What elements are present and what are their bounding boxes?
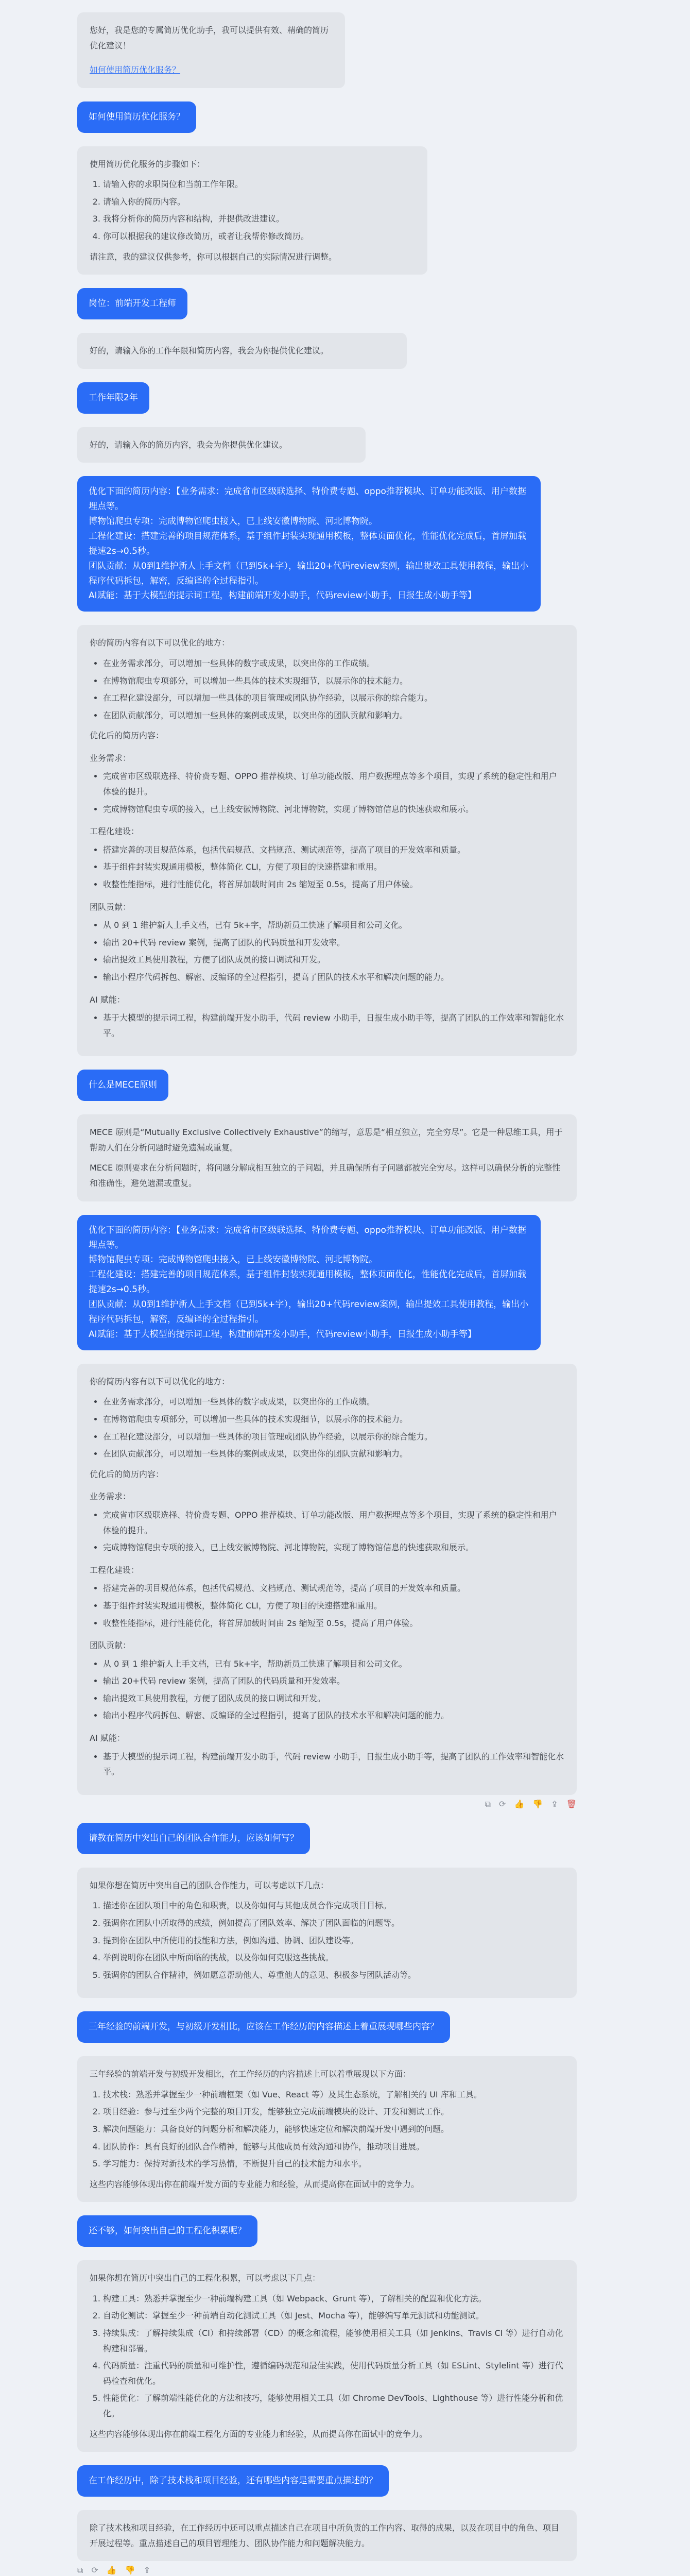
list-item: 2. 项目经验：参与过至少两个完整的项目开发，能够独立完成前端模块的设计、开发和测试工作。 (103, 2104, 564, 2120)
reply-text: 好的，请输入你的工作年限和简历内容，我会为你提供优化建议。 (90, 346, 329, 356)
points-list (90, 1394, 564, 1461)
user-message (77, 1070, 644, 1101)
user-message (77, 382, 644, 414)
reply-text: 使用简历优化服务的步骤如下： (90, 159, 205, 169)
user-message (77, 2465, 644, 2497)
list-item: • 输出小程序代码拆包、解密、反编译的全过程指引，提高了团队的技术水平和解决问题的能力。 (103, 970, 564, 985)
reply-text: 请注意，我的建议仅供参考，你可以根据自己的实际情况进行调整。 (90, 251, 337, 262)
list-item: • 输出 20+代码 review 案例，提高了团队的代码质量和开发效率。 (103, 935, 564, 951)
user-bubble: 在工作经历中，除了技术栈和项目经验，还有哪些内容是需要重点描述的？ (77, 2465, 389, 2497)
section-list (90, 1656, 564, 1723)
thumbs-down-icon[interactable]: 👎 (125, 2565, 135, 2575)
section-list (90, 769, 564, 817)
list-item: • 搭建完善的项目规范体系，包括代码规范、文档规范、测试规范等，提高了项目的开发效率和质量。 (103, 842, 564, 858)
section-heading: 业务需求： (90, 1492, 131, 1502)
user-bubble-resume: 优化下面的简历内容：【业务需求：完成省市区级联选择、特价费专题、oppo推荐模块、订单功能改版、用户数据埋点等。 博物馆爬虫专项：完成博物馆爬虫接入，已上线安徽博物院、河北博物院。 工程化建设：搭建完善的项目规范体系，基于组件封装实现通用模板，整体页面优化，性能优化完成后，首屏加载提速2s→0.5秒。 团队贡献：从0到1维护新人上手文档（已到5k+字），输出20+代码review案例，输出提效工具使用教程，输出小程序代码拆包，解密，反编译的全过程指引。 AI赋能：基于大模型的提示词工程，构建前端开发小助手，代码review小助手，日报生成小助手等】 (77, 476, 541, 612)
section-heading: 业务需求： (90, 753, 131, 763)
section-list (90, 1581, 564, 1631)
thumbs-up-icon[interactable]: 👍 (514, 1799, 525, 1809)
list-item: 2. 自动化测试：掌握至少一种前端自动化测试工具（如 Jest、Mocha 等），能够编写单元测试和功能测试。 (103, 2308, 564, 2324)
user-message (77, 476, 644, 612)
reply-text: 好的，请输入你的简历内容，我会为你提供优化建议。 (90, 439, 288, 450)
user-message (77, 1823, 644, 1854)
list-item: • 基于组件封装实现通用模板，整体简化 CLI，方便了项目的快速搭建和重用。 (103, 1598, 564, 1614)
list-item: 1. 技术栈：熟悉并掌握至少一种前端框架（如 Vue、React 等）及其生态系统，了解相关的 UI 库和工具。 (103, 2087, 564, 2103)
reply-text: 如果你想在简历中突出自己的团队合作能力，可以考虑以下几点： (90, 1880, 329, 1890)
list-item: • 在工程化建设部分，可以增加一些具体的项目管理或团队协作经验，以展示你的综合能力。 (103, 1429, 564, 1445)
message-actions (77, 2565, 577, 2575)
list-item: • 输出 20+代码 review 案例，提高了团队的代码质量和开发效率。 (103, 1673, 564, 1689)
reply-text: MECE 原则是“Mutually Exclusive Collectively Exhaustive”的缩写，意思是“相互独立，完全穷尽”。它是一种思维工具，用于帮助人们在分析问题时避免遗漏或重复。 (90, 1127, 563, 1153)
user-bubble-resume: 优化下面的简历内容：【业务需求：完成省市区级联选择、特价费专题、oppo推荐模块、订单功能改版、用户数据埋点等。 博物馆爬虫专项：完成博物馆爬虫接入，已上线安徽博物院、河北博物院。 工程化建设：搭建完善的项目规范体系，基于组件封装实现通用模板，整体页面优化，性能优化完成后，首屏加载提速2s→0.5秒。 团队贡献：从0到1维护新人上手文档（已到5k+字），输出20+代码review案例，输出提效工具使用教程，输出小程序代码拆包，解密，反编译的全过程指引。 AI赋能：基于大模型的提示词工程，构建前端开发小助手，代码review小助手，日报生成小助手等】 (77, 1215, 541, 1350)
list-item: • 在工程化建设部分，可以增加一些具体的项目管理或团队协作经验，以展示你的综合能力。 (103, 690, 564, 706)
section-list (90, 1507, 564, 1555)
assistant-message (77, 2510, 644, 2575)
reply-text: 你的简历内容有以下可以优化的地方： (90, 1376, 230, 1386)
reply-text: 除了技术栈和项目经验，在工作经历中还可以重点描述自己在项目中所负责的工作内容、取得的成果，以及在项目中的角色、项目开展过程等。重点描述自己的项目管理能力、团队协作能力和问题解决能力。 (90, 2523, 560, 2548)
section-heading: 工程化建设： (90, 826, 140, 837)
section-heading: 团队贡献： (90, 1640, 131, 1651)
points-list (90, 656, 564, 723)
copy-icon[interactable]: ⧉ (77, 2565, 83, 2575)
assistant-message (77, 2260, 644, 2452)
list-item: • 基于大模型的提示词工程，构建前端开发小助手，代码 review 小助手，日报生成小助手等，提高了团队的工作效率和智能化水平。 (103, 1010, 564, 1041)
points-list (90, 2291, 564, 2421)
list-item: 1. 请输入你的求职岗位和当前工作年限。 (103, 177, 415, 192)
reply-text: 如果你想在简历中突出自己的工程化积累，可以考虑以下几点： (90, 2273, 321, 2283)
list-item: • 在团队贡献部分，可以增加一些具体的案例或成果，以突出你的团队贡献和影响力。 (103, 708, 564, 723)
list-item: • 在博物馆爬虫专项部分，可以增加一些具体的技术实现细节，以展示你的技术能力。 (103, 673, 564, 689)
user-message (77, 101, 644, 133)
list-item: 2. 请输入你的简历内容。 (103, 194, 415, 210)
list-item: 3. 解决问题能力：具备良好的问题分析和解决能力，能够快速定位和解决前端开发中遇到的问题。 (103, 2122, 564, 2137)
list-item: • 在团队贡献部分，可以增加一些具体的案例或成果，以突出你的团队贡献和影响力。 (103, 1446, 564, 1462)
list-item: 4. 你可以根据我的建议修改简历，或者让我帮你修改简历。 (103, 229, 415, 244)
delete-icon[interactable]: 🗑 (566, 1799, 577, 1809)
assistant-message (77, 1114, 644, 1201)
points-list (90, 2087, 564, 2172)
list-item: 5. 性能优化：了解前端性能优化的方法和技巧，能够使用相关工具（如 Chrome DevTools、Lighthouse 等）进行性能分析和优化。 (103, 2391, 564, 2421)
section-list (90, 842, 564, 892)
user-bubble: 请教在简历中突出自己的团队合作能力，应该如何写？ (77, 1823, 310, 1854)
list-item: • 收整性能指标，进行性能优化，将首屏加载时间由 2s 缩短至 0.5s，提高了用户体验。 (103, 1616, 564, 1631)
refresh-icon[interactable]: ⟳ (91, 2565, 98, 2575)
list-item: 5. 强调你的团队合作精神，例如愿意帮助他人、尊重他人的意见、积极参与团队活动等。 (103, 1968, 564, 1983)
how-to-use-link[interactable]: 如何使用简历优化服务？ (90, 65, 181, 75)
section-list (90, 1749, 564, 1780)
user-message (77, 2215, 644, 2247)
list-item: • 输出提效工具使用教程，方便了团队成员的接口调试和开发。 (103, 952, 564, 968)
assistant-message (77, 146, 644, 275)
list-item: • 基于大模型的提示词工程，构建前端开发小助手，代码 review 小助手，日报生成小助手等，提高了团队的工作效率和智能化水平。 (103, 1749, 564, 1780)
assistant-message (77, 12, 644, 88)
section-heading: 团队贡献： (90, 902, 131, 912)
section-list (90, 1010, 564, 1041)
user-bubble: 还不够，如何突出自己的工程化积累呢？ (77, 2215, 257, 2247)
reply-text: 这些内容能够体现出你在前端工程化方面的专业能力和经验，从而提高你在面试中的竞争力。 (90, 2429, 428, 2439)
section-heading: AI 赋能： (90, 1733, 125, 1743)
list-item: • 完成省市区级联选择、特价费专题、OPPO 推荐模块、订单功能改版、用户数据埋点等多个项目，实现了系统的稳定性和用户体验的提升。 (103, 1507, 564, 1538)
user-bubble: 工作年限2年 (77, 382, 149, 414)
refresh-icon[interactable]: ⟳ (499, 1799, 506, 1809)
list-item: 5. 学习能力：保持对新技术的学习热情，不断提升自己的技术能力和水平。 (103, 2156, 564, 2172)
list-item: • 在博物馆爬虫专项部分，可以增加一些具体的技术实现细节，以展示你的技术能力。 (103, 1412, 564, 1427)
reply-text: MECE 原则要求在分析问题时，将问题分解成相互独立的子问题，并且确保所有子问题都被完全穷尽。这样可以确保分析的完整性和准确性，避免遗漏或重复。 (90, 1163, 561, 1189)
list-item: • 在业务需求部分，可以增加一些具体的数字或成果，以突出你的工作成绩。 (103, 1394, 564, 1410)
list-item: • 从 0 到 1 维护新人上手文档，已有 5k+字，帮助新员工快速了解项目和公司文化。 (103, 918, 564, 933)
message-actions (77, 1799, 577, 1809)
list-item: 1. 描述你在团队项目中的角色和职责，以及你如何与其他成员合作完成项目目标。 (103, 1898, 564, 1913)
list-item: • 基于组件封装实现通用模板，整体简化 CLI，方便了项目的快速搭建和重用。 (103, 859, 564, 875)
thumbs-up-icon[interactable]: 👍 (106, 2565, 117, 2575)
points-list (90, 1898, 564, 1982)
steps-list (90, 177, 415, 244)
user-message (77, 1215, 644, 1350)
assistant-message (77, 1868, 644, 1998)
list-item: • 收整性能指标，进行性能优化，将首屏加载时间由 2s 缩短至 0.5s，提高了用户体验。 (103, 877, 564, 892)
list-item: 2. 强调你在团队中所取得的成绩，例如提高了团队效率、解决了团队面临的问题等。 (103, 1916, 564, 1931)
assistant-message (77, 625, 644, 1056)
assistant-message (77, 427, 644, 463)
reply-text: 优化后的简历内容： (90, 1469, 164, 1479)
reply-text: 这些内容能够体现出你在前端开发方面的专业能力和经验，从而提高你在面试中的竞争力。 (90, 2179, 420, 2189)
user-message (77, 288, 644, 319)
list-item: • 输出小程序代码拆包、解密、反编译的全过程指引，提高了团队的技术水平和解决问题的能力。 (103, 1708, 564, 1723)
list-item: • 在业务需求部分，可以增加一些具体的数字或成果，以突出你的工作成绩。 (103, 656, 564, 671)
list-item: 4. 举例说明你在团队中所面临的挑战，以及你如何克服这些挑战。 (103, 1950, 564, 1965)
section-heading: 工程化建设： (90, 1565, 140, 1575)
list-item: 3. 我将分析你的简历内容和结构，并提供改进建议。 (103, 211, 415, 227)
list-item: • 输出提效工具使用教程，方便了团队成员的接口调试和开发。 (103, 1691, 564, 1706)
greeting-text: 您好，我是您的专属简历优化助手，我可以提供有效、精确的简历优化建议！ (90, 25, 329, 50)
user-bubble: 三年经验的前端开发，与初级开发相比，应该在工作经历的内容描述上着重展现哪些内容？ (77, 2011, 450, 2043)
share-icon[interactable]: ⇪ (551, 1799, 558, 1809)
assistant-message (77, 1364, 644, 1809)
section-heading: AI 赋能： (90, 994, 125, 1005)
reply-text: 优化后的简历内容： (90, 731, 164, 741)
thumbs-down-icon[interactable]: 👎 (532, 1799, 543, 1809)
list-item: 3. 提到你在团队中所使用的技能和方法，例如沟通、协调、团队建设等。 (103, 1933, 564, 1948)
user-bubble: 如何使用简历优化服务？ (77, 101, 196, 133)
reply-text: 三年经验的前端开发与初级开发相比，在工作经历的内容描述上可以着重展现以下方面： (90, 2069, 411, 2079)
list-item: 4. 团队协作：具有良好的团队合作精神，能够与其他成员有效沟通和协作，推动项目进展。 (103, 2139, 564, 2155)
copy-icon[interactable]: ⧉ (485, 1799, 491, 1809)
list-item: • 完成博物馆爬虫专项的接入，已上线安徽博物院、河北博物院，实现了博物馆信息的快速获取和展示。 (103, 1540, 564, 1555)
assistant-message (77, 2056, 644, 2202)
list-item: 4. 代码质量：注重代码的质量和可维护性，遵循编码规范和最佳实践，使用代码质量分析工具（如 ESLint、Stylelint 等）进行代码检查和优化。 (103, 2358, 564, 2388)
list-item: • 搭建完善的项目规范体系，包括代码规范、文档规范、测试规范等，提高了项目的开发效率和质量。 (103, 1581, 564, 1596)
list-item: • 完成博物馆爬虫专项的接入，已上线安徽博物院、河北博物院，实现了博物馆信息的快速获取和展示。 (103, 802, 564, 817)
assistant-message (77, 333, 644, 369)
list-item: • 完成省市区级联选择、特价费专题、OPPO 推荐模块、订单功能改版、用户数据埋点等多个项目，实现了系统的稳定性和用户体验的提升。 (103, 769, 564, 799)
reply-text: 你的简历内容有以下可以优化的地方： (90, 638, 230, 648)
user-bubble: 什么是MECE原则 (77, 1070, 168, 1101)
list-item: • 从 0 到 1 维护新人上手文档，已有 5k+字，帮助新员工快速了解项目和公司文化。 (103, 1656, 564, 1672)
section-list (90, 918, 564, 985)
share-icon[interactable]: ⇪ (143, 2565, 151, 2575)
list-item: 1. 构建工具：熟悉并掌握至少一种前端构建工具（如 Webpack、Grunt 等），了解相关的配置和优化方法。 (103, 2291, 564, 2307)
list-item: 3. 持续集成：了解持续集成（CI）和持续部署（CD）的概念和流程，能够使用相关工具（如 Jenkins、Travis CI 等）进行自动化构建和部署。 (103, 2326, 564, 2356)
user-message (77, 2011, 644, 2043)
user-bubble: 岗位：前端开发工程师 (77, 288, 187, 319)
